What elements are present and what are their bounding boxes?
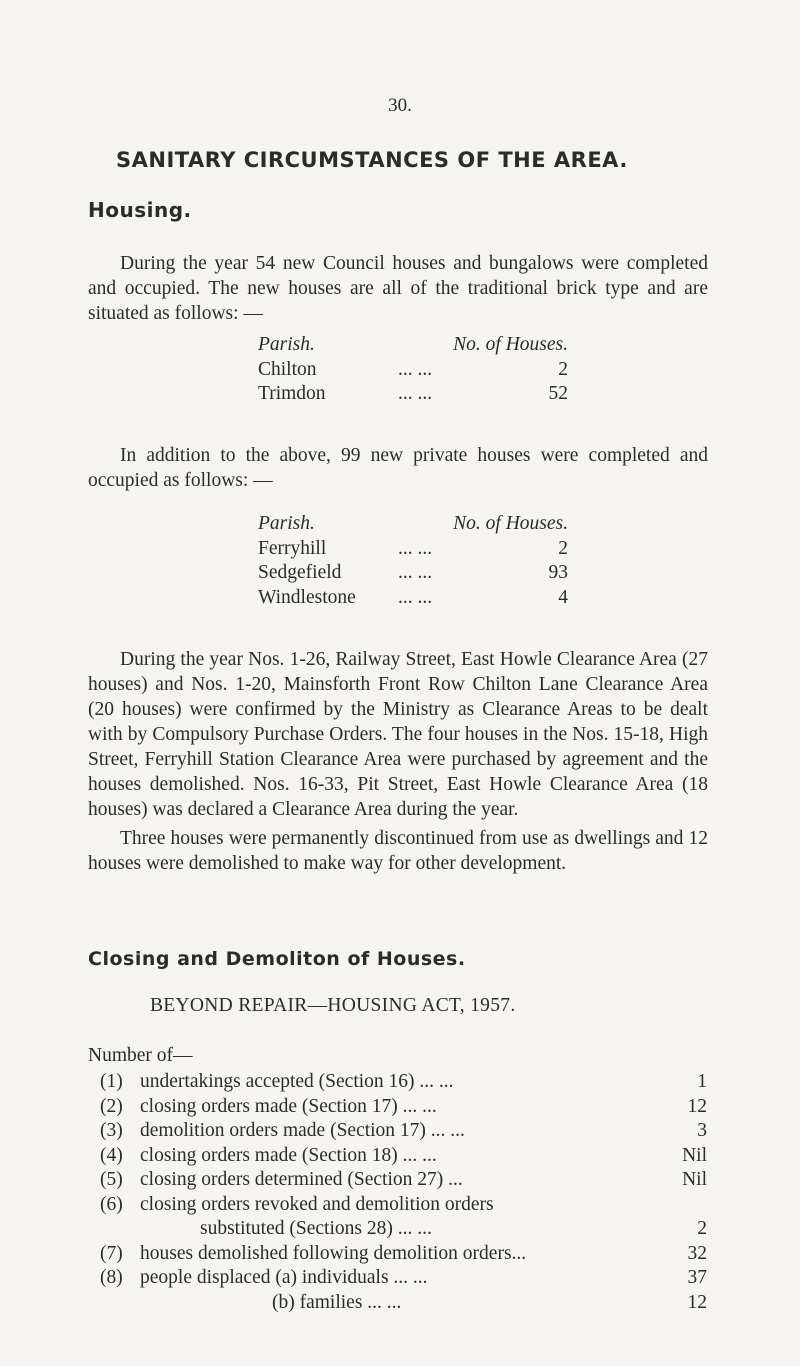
list-item xyxy=(100,1291,707,1316)
parish-name: Windlestone xyxy=(258,586,356,608)
house-count: 2 xyxy=(558,537,568,559)
item-value: 12 xyxy=(687,1291,707,1313)
item-number: (1) xyxy=(100,1071,123,1092)
housing-intro-text: During the year 54 new Council houses and bungalows were completed and occupied. The new houses are all of the traditional brick type and are situated as follows: — xyxy=(88,253,708,324)
number-of-label: Number of— xyxy=(88,1045,193,1066)
item-value: 32 xyxy=(687,1242,707,1264)
table-row xyxy=(258,358,568,383)
council-houses-table xyxy=(258,333,568,407)
housing-heading: Housing. xyxy=(88,198,192,222)
item-number: (6) xyxy=(100,1193,123,1215)
leader-dots: ... ... xyxy=(398,562,433,583)
item-text: closing orders made (Section 17) ... ... xyxy=(140,1095,437,1117)
parish-header: Parish. xyxy=(258,513,315,534)
list-item xyxy=(100,1095,707,1120)
item-number: (3) xyxy=(100,1120,123,1141)
table-row xyxy=(258,561,568,586)
clearance-paragraph xyxy=(88,647,708,822)
item-text: (b) families ... ... xyxy=(272,1291,402,1313)
discontinued-text: Three houses were permanently discontinued from use as dwellings and 12 houses were demolished to make way for other development. xyxy=(88,828,708,874)
item-text: undertakings accepted (Section 16) ... ... xyxy=(140,1071,454,1092)
item-text: closing orders made (Section 18) ... ... xyxy=(140,1144,437,1166)
list-item xyxy=(100,1144,707,1169)
house-count: 93 xyxy=(548,562,568,583)
houses-header: No. of Houses. xyxy=(453,334,568,355)
parish-name: Sedgefield xyxy=(258,562,342,583)
parish-name: Ferryhill xyxy=(258,537,327,559)
item-number: (2) xyxy=(100,1095,123,1117)
clearance-text: During the year Nos. 1-26, Railway Street, East Howle Clearance Area (27 houses) and Nos. 1-20, Mainsforth Front Row Chilton Lane Clearance Area (20 houses) were confirmed by the Ministry as Clearance Areas to be dealt with by Compulsory Purchase Orders. The four houses in the Nos. 15-18, High Street, Ferryhill Station Clearance Area were purchased by agreement and the houses demolished. Nos. 16-33, Pit Street, East Howle Clearance Area (18 houses) was declared a Clearance Area during the year. xyxy=(88,649,708,820)
list-item xyxy=(100,1193,707,1218)
act-subheading: BEYOND REPAIR—HOUSING ACT, 1957. xyxy=(150,995,516,1016)
table-row xyxy=(258,382,568,407)
parish-header: Parish. xyxy=(258,334,315,355)
closing-orders-list xyxy=(100,1070,707,1315)
parish-name: Chilton xyxy=(258,358,317,380)
table-row xyxy=(258,537,568,562)
table-header-row xyxy=(258,333,568,358)
private-houses-table xyxy=(258,512,568,610)
item-text: substituted (Sections 28) ... ... xyxy=(200,1218,432,1239)
leader-dots: ... ... xyxy=(398,537,433,559)
houses-header: No. of Houses. xyxy=(453,513,568,534)
private-intro xyxy=(88,443,708,493)
closing-heading: Closing and Demoliton of Houses. xyxy=(88,948,466,970)
item-value: 3 xyxy=(697,1120,707,1141)
list-item xyxy=(100,1217,707,1242)
item-text: closing orders revoked and demolition orders xyxy=(140,1193,494,1215)
page-number: 30. xyxy=(388,95,412,116)
house-count: 4 xyxy=(558,586,568,608)
item-value: 37 xyxy=(687,1267,707,1288)
list-item xyxy=(100,1119,707,1144)
item-text: closing orders determined (Section 27) ... xyxy=(140,1169,463,1190)
table-header-row xyxy=(258,512,568,537)
list-item xyxy=(100,1070,707,1095)
private-intro-text: In addition to the above, 99 new private houses were completed and occupied as follows: — xyxy=(88,445,708,491)
list-item xyxy=(100,1168,707,1193)
item-value: Nil xyxy=(682,1169,707,1190)
table-row xyxy=(258,586,568,611)
item-number: (7) xyxy=(100,1242,123,1264)
house-count: 52 xyxy=(548,383,568,404)
housing-intro xyxy=(88,251,708,326)
leader-dots: ... ... xyxy=(398,586,433,608)
item-text: demolition orders made (Section 17) ... ... xyxy=(140,1120,465,1141)
item-value: Nil xyxy=(682,1144,707,1166)
list-item xyxy=(100,1242,707,1267)
leader-dots: ... ... xyxy=(398,383,433,404)
list-item xyxy=(100,1266,707,1291)
discontinued-paragraph xyxy=(88,826,708,876)
page-title: SANITARY CIRCUMSTANCES OF THE AREA. xyxy=(116,148,628,172)
item-number: (5) xyxy=(100,1169,123,1190)
item-value: 12 xyxy=(687,1095,707,1117)
house-count: 2 xyxy=(558,358,568,380)
leader-dots: ... ... xyxy=(398,358,433,380)
item-value: 1 xyxy=(697,1071,707,1092)
item-number: (8) xyxy=(100,1267,123,1288)
item-value: 2 xyxy=(697,1218,707,1239)
item-text: houses demolished following demolition orders... xyxy=(140,1242,527,1264)
item-number: (4) xyxy=(100,1144,123,1166)
item-text: people displaced (a) individuals ... ... xyxy=(140,1267,428,1288)
parish-name: Trimdon xyxy=(258,383,326,404)
